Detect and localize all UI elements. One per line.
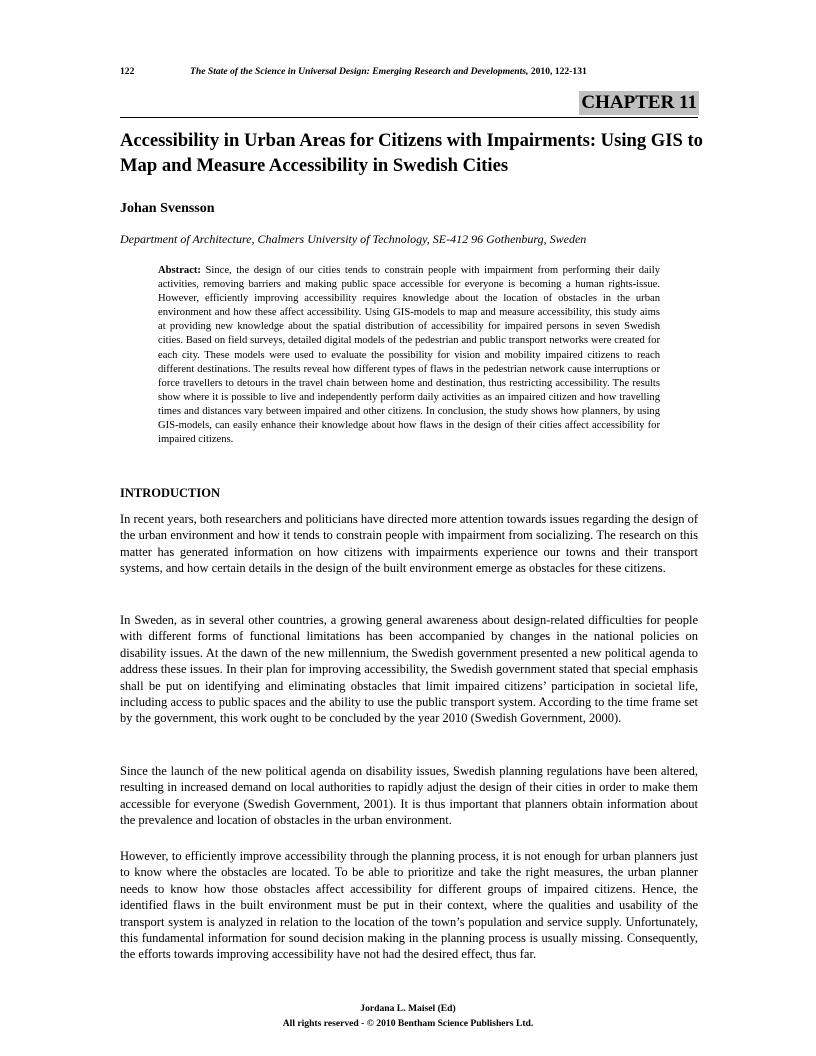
abstract-text: Since, the design of our cities tends to constrain people with impairment from performing their daily activities, removing barriers and making public space accessible for everyone is becoming a human rights-issue. However, efficiently improving accessibility requires knowledge about the location of obstacles in the urban environment and how these affect accessibility. Using GIS-models to map and measure accessibility, this study aims at providing new knowledge about the spatial distribution of accessibility for impaired persons in seven Swedish cities. Based on field surveys, detailed digital models of the pedestrian and public transport networks were created for each city. These models were used to evaluate the possibility for vision and mobility impaired citizens to reach different destinations. The results reveal how different types of flaws in the pedestrian network cause interruptions or force travellers to detours in the travel chain between home and destination, thus restricting accessibility. The results show where it is possible to live and independently perform daily activities as an impaired citizen and how travelling times and distances vary between impaired and other citizens. In conclusion, the study shows how planners, by using GIS-models, can easily enhance their knowledge about how flaws in the design of their cities affect accessibility for impaired citizens. bbox=[158, 265, 660, 446]
section-heading: INTRODUCTION bbox=[120, 486, 221, 500]
journal-citation bbox=[190, 66, 587, 77]
affiliation: Department of Architecture, Chalmers University of Technology, SE-412 96 Gothenburg, Sweden bbox=[120, 232, 587, 246]
abstract bbox=[158, 264, 660, 447]
page-number: 122 bbox=[120, 66, 135, 77]
footer-editor: Jordana L. Maisel (Ed) bbox=[360, 1003, 456, 1014]
abstract-label: Abstract: bbox=[158, 265, 201, 276]
paragraph: Since the launch of the new political agenda on disability issues, Swedish planning regulations have been altered, resulting in increased demand on local authorities to rapidly adjust the design of their cities in order to make them accessible for everyone (Swedish Government, 2001). It is thus important that planners obtain information about the prevalence and location of obstacles in the urban environment. bbox=[120, 764, 698, 828]
paragraph: In Sweden, as in several other countries, a growing general awareness about design-related difficulties for people with different forms of functional limitations has been accompanied by changes in the national policies on disability issues. At the dawn of the new millennium, the Swedish government presented a new political agenda to address these issues. In their plan for improving accessibility, the Swedish government stated that special emphasis shall be put on identifying and eliminating obstacles that limit impaired citizens’ participation in societal life, including access to public spaces and the ability to use the public transport system. According to the time frame set by the government, this work ought to be concluded by the year 2010 (Swedish Government, 2000). bbox=[120, 613, 698, 726]
journal-year-pages: 2010, 122-131 bbox=[528, 66, 587, 77]
paper-title: Accessibility in Urban Areas for Citizens with Impairments: Using GIS to Map and Measure Accessibility in Swedish Cities bbox=[120, 130, 703, 176]
author: Johan Svensson bbox=[120, 201, 215, 216]
journal-title: The State of the Science in Universal Design: Emerging Research and Developments, bbox=[190, 66, 529, 77]
footer-copyright: All rights reserved - © 2010 Bentham Science Publishers Ltd. bbox=[282, 1018, 534, 1029]
paragraph: In recent years, both researchers and politicians have directed more attention towards issues regarding the design of the urban environment and how it tends to constrain people with impairment from socializing. The research on this matter has generated information on how citizens with impairments experience our towns and their transport systems, and how certain details in the design of the built environment emerge as obstacles for these citizens. bbox=[120, 512, 698, 576]
page-footer bbox=[0, 1001, 816, 1031]
chapter-label: CHAPTER 11 bbox=[581, 92, 697, 113]
header-rule bbox=[120, 117, 698, 118]
paragraph: However, to efficiently improve accessibility through the planning process, it is not enough for urban planners just to know where the obstacles are located. To be able to prioritize and take the right measures, the urban planner needs to know how those obstacles affect accessibility for different groups of impaired citizens. Hence, the identified flaws in the built environment must be put in their context, where the qualities and usability of the transport system is analyzed in relation to the location of the town’s population and service supply. Unfortunately, this fundamental information for sound decision making in the planning process is usually missing. Consequently, the efforts towards improving accessibility have not had the desired effect, thus far. bbox=[120, 849, 698, 962]
